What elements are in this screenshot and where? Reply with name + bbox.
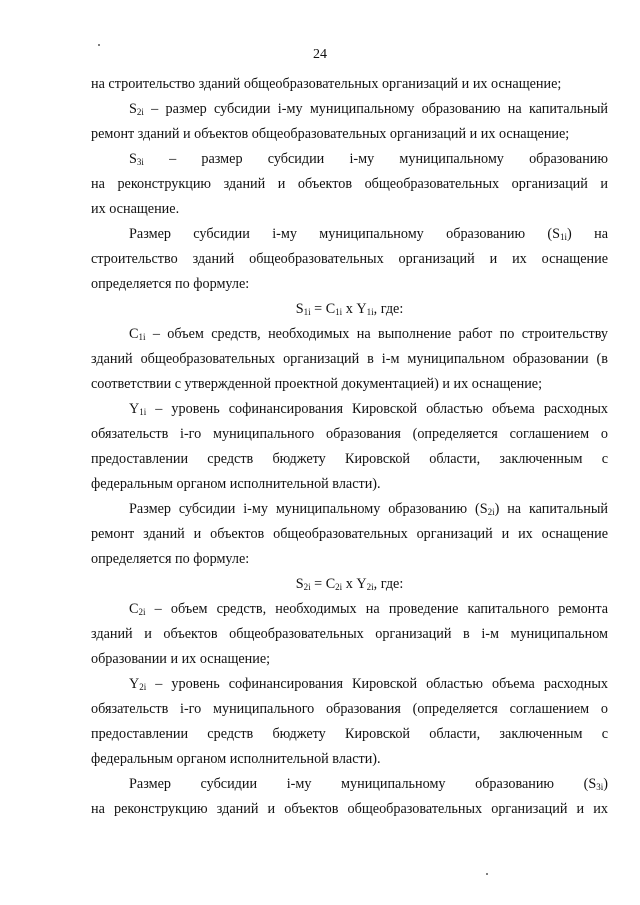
- text-line: строительство зданий общеобразовательных организаций и их оснащение: [91, 251, 608, 267]
- text-line: на реконструкцию зданий и объектов общеобразовательных организаций и их: [91, 801, 608, 817]
- text-line: Размер субсидии i-му муниципальному образованию $(S_{2i})$ на капитальный: [129, 501, 608, 517]
- text-line: образовании и их оснащение;: [91, 651, 271, 667]
- scan-speck: [486, 873, 488, 875]
- text-line: на строительство зданий общеобразовательных организаций и их оснащение;: [91, 76, 562, 92]
- text-line: Размер субсидии i-му муниципальному образованию $(S_{1i})$ на: [129, 226, 608, 242]
- text-line: обязательств i-го муниципального образования (определяется соглашением о: [91, 701, 608, 717]
- text-line: $Y_{1i}$ – уровень софинансирования Кировской областью объема расходных: [129, 401, 608, 417]
- paragraph-s3i-definition: [91, 147, 608, 222]
- text-line: $Y_{2i}$ – уровень софинансирования Кировской областью объема расходных: [129, 676, 608, 692]
- scan-speck: [98, 44, 100, 46]
- text-line: $S_{3i}$ – размер субсидии i-му муниципальному образованию: [129, 151, 608, 167]
- text-line: ремонт зданий и объектов общеобразовательных организаций и их оснащение;: [91, 126, 570, 142]
- paragraph-c1i-definition: [91, 322, 608, 397]
- text-line: Размер субсидии i-му муниципальному образованию $(S_{3i})$: [129, 776, 608, 792]
- text-line: обязательств i-го муниципального образования (определяется соглашением о: [91, 426, 608, 442]
- paragraph-s1i-size: [91, 222, 608, 297]
- paragraph-s2i-size: [91, 497, 608, 572]
- text-line: $C_{2i}$ – объем средств, необходимых на проведение капитального ремонта: [129, 601, 608, 617]
- text-line: ремонт зданий и объектов общеобразовательных организаций и их оснащение: [91, 526, 608, 542]
- text-line: предоставлении средств бюджету Кировской области, заключенным с: [91, 451, 608, 467]
- paragraph-s3i-size: [91, 772, 608, 822]
- text-line: федеральным органом исполнительной власти).: [91, 476, 381, 492]
- text-line: определяется по формуле:: [91, 276, 250, 292]
- text-line: зданий и объектов общеобразовательных организаций в i-м муниципальном: [91, 626, 608, 642]
- text-line: $S_{2i}$ – размер субсидии i-му муниципальному образованию на капитальный: [129, 101, 608, 117]
- paragraph-s2i-definition: [91, 97, 608, 147]
- paragraph-y2i-definition: [91, 672, 608, 772]
- text-line: их оснащение.: [91, 201, 180, 217]
- paragraph-y1i-definition: [91, 397, 608, 497]
- formula-s2i: $S_{2i} = C_{2i}$ х $Y_{2i}$, где:: [295, 576, 404, 592]
- text-line: соответствии с утвержденной проектной документацией) и их оснащение;: [91, 376, 543, 392]
- text-line: определяется по формуле:: [91, 551, 250, 567]
- document-body: [91, 72, 608, 822]
- paragraph-continuation: [91, 72, 608, 97]
- text-line: зданий общеобразовательных организаций в i-м муниципальном образовании (в: [91, 351, 608, 367]
- formula-s1i: $S_{1i} = C_{1i}$ х $Y_{1i}$, где:: [295, 301, 404, 317]
- text-line: предоставлении средств бюджету Кировской области, заключенным с: [91, 726, 608, 742]
- text-line: на реконструкцию зданий и объектов общеобразовательных организаций и: [91, 176, 608, 192]
- page-number: 24: [313, 47, 327, 62]
- text-line: $C_{1i}$ – объем средств, необходимых на выполнение работ по строительству: [129, 326, 608, 342]
- text-line: федеральным органом исполнительной власти).: [91, 751, 381, 767]
- paragraph-c2i-definition: [91, 597, 608, 672]
